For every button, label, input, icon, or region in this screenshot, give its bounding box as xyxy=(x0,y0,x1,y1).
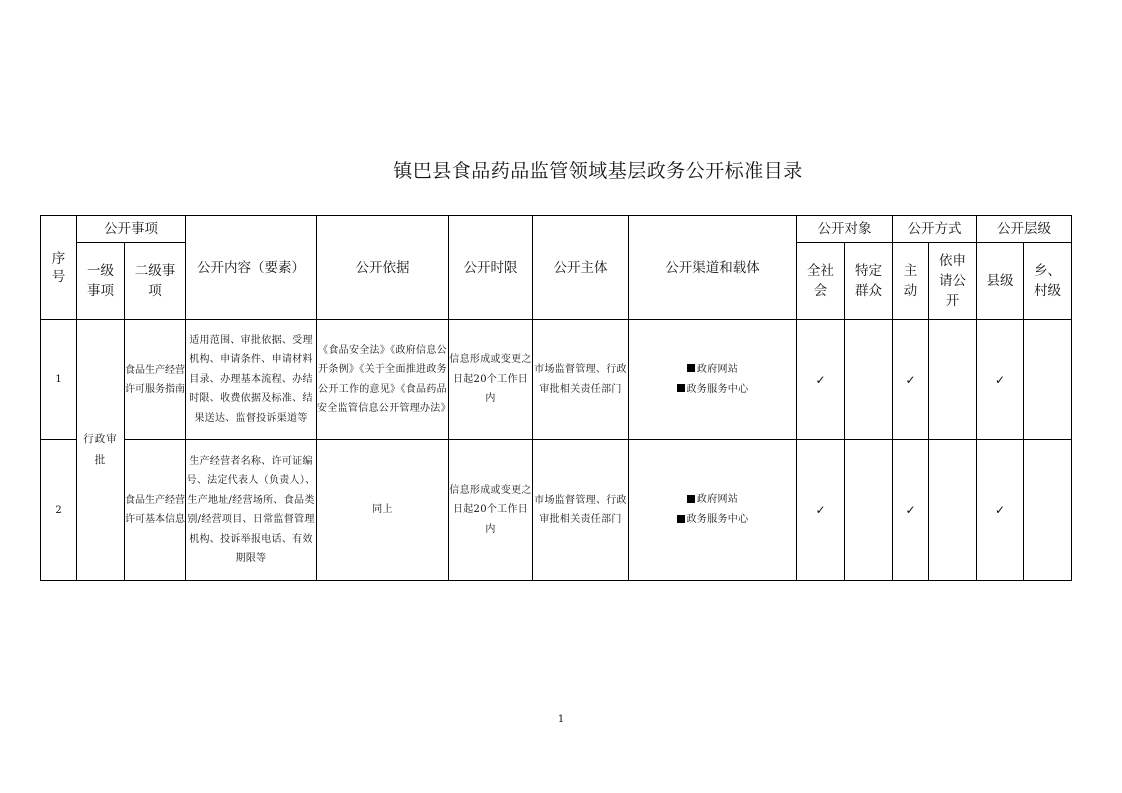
row-channels xyxy=(629,440,797,581)
check-method-request xyxy=(929,320,977,440)
channel-label: 政务服务中心 xyxy=(686,383,749,395)
row-time-limit: 信息形成或变更之日起20个工作日内 xyxy=(449,320,533,440)
row-seq: 1 xyxy=(41,320,77,440)
page-title: 镇巴县食品药品监管领域基层政务公开标准目录 xyxy=(393,160,803,182)
header-audience-all-label: 全社会 xyxy=(807,263,834,299)
header-content: 公开内容（要素） xyxy=(186,216,317,320)
header-audience-specific-label: 特定群众 xyxy=(855,263,882,299)
row-seq: 2 xyxy=(41,440,77,581)
level2-item: 食品生产经营许可服务指南 xyxy=(125,320,186,440)
channel-item xyxy=(629,360,796,380)
header-tier-county: 县级 xyxy=(977,243,1024,320)
header-seq xyxy=(41,216,77,320)
header-audience-specific xyxy=(845,243,893,320)
header-level1 xyxy=(77,243,125,320)
square-bullet-icon xyxy=(687,495,695,503)
row-channels xyxy=(629,320,797,440)
header-channel: 公开渠道和载体 xyxy=(629,216,797,320)
check-audience-all: ✓ xyxy=(797,440,845,581)
row-basis: 同上 xyxy=(317,440,449,581)
check-audience-specific xyxy=(845,320,893,440)
check-tier-town xyxy=(1024,320,1072,440)
header-row-top xyxy=(41,216,1072,243)
channel-label: 政务服务中心 xyxy=(686,514,749,525)
check-audience-all: ✓ xyxy=(797,320,845,440)
check-audience-specific xyxy=(845,440,893,581)
level1-item xyxy=(77,320,125,581)
header-level2-label: 二级事项 xyxy=(134,263,176,299)
level2-item: 食品生产经营许可基本信息 xyxy=(125,440,186,581)
check-method-request xyxy=(929,440,977,581)
header-tier: 公开层级 xyxy=(977,216,1072,243)
header-tier-town xyxy=(1024,243,1072,320)
header-seq-label: 序号 xyxy=(51,250,66,285)
check-method-active: ✓ xyxy=(893,320,929,440)
level1-item-label: 行政审批 xyxy=(83,433,118,466)
header-method-active-label: 主动 xyxy=(903,263,918,299)
header-method: 公开方式 xyxy=(893,216,977,243)
row-subject: 市场监督管理、行政审批相关责任部门 xyxy=(533,320,629,440)
row-basis: 《食品安全法》《政府信息公开条例》《关于全面推进政务公开工作的意见》《食品药品安全监管信息公开管理办法》 xyxy=(317,320,449,440)
header-level2 xyxy=(125,243,186,320)
channel-item xyxy=(629,510,796,530)
square-bullet-icon xyxy=(677,384,685,392)
page-number: 1 xyxy=(557,714,565,725)
header-audience-all xyxy=(797,243,845,320)
header-method-request-label: 依申请公开 xyxy=(939,253,966,309)
header-time-limit: 公开时限 xyxy=(449,216,533,320)
disclosure-catalog-table xyxy=(40,215,1072,581)
header-level1-label: 一级事项 xyxy=(87,263,114,299)
check-tier-town xyxy=(1024,440,1072,581)
channel-item xyxy=(629,490,796,510)
table-row xyxy=(41,320,1072,440)
header-subject: 公开主体 xyxy=(533,216,629,320)
check-tier-county: ✓ xyxy=(977,320,1024,440)
check-tier-county: ✓ xyxy=(977,440,1024,581)
header-audience: 公开对象 xyxy=(797,216,893,243)
header-tier-town-label: 乡、村级 xyxy=(1034,263,1061,299)
check-method-active: ✓ xyxy=(893,440,929,581)
row-time-limit: 信息形成或变更之日起20个工作日内 xyxy=(449,440,533,581)
square-bullet-icon xyxy=(677,515,685,523)
channel-item xyxy=(629,380,796,400)
header-method-request xyxy=(929,243,977,320)
header-basis: 公开依据 xyxy=(317,216,449,320)
header-method-active xyxy=(893,243,929,320)
square-bullet-icon xyxy=(687,364,695,372)
channel-label: 政府网站 xyxy=(696,494,739,505)
row-content: 适用范围、审批依据、受理机构、申请条件、申请材料目录、办理基本流程、办结时限、收费依据及标准、结果送达、监督投诉渠道等 xyxy=(186,320,317,440)
channel-label: 政府网站 xyxy=(696,363,739,375)
table-row xyxy=(41,440,1072,581)
row-subject: 市场监督管理、行政审批相关责任部门 xyxy=(533,440,629,581)
header-public-items: 公开事项 xyxy=(77,216,186,243)
row-content: 生产经营者名称、许可证编号、法定代表人（负责人）、生产地址/经营场所、食品类别/经营项目、日常监督管理机构、投诉举报电话、有效期限等 xyxy=(186,440,317,581)
